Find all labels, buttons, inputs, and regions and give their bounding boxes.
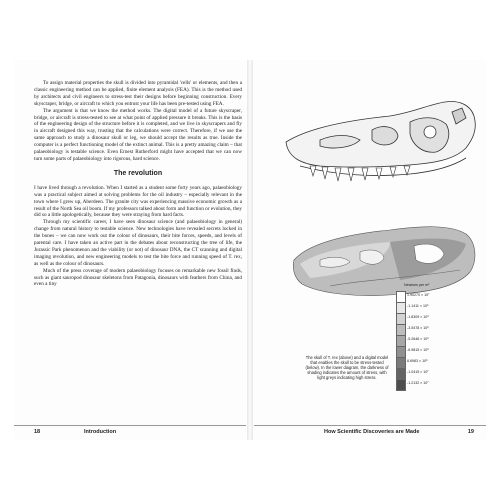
legend-label: -5.2646 × 10⁶ [407,337,429,341]
paragraph: The argument is that we know the method works. The digital model of a future skyscraper, bridge, or aircraft is stress-tested to see at what point of applied pressure it breaks. This is the basis of the engineering design of the structure before it is completed, and we live in skyscrapers and fly in aircraft designed this way, trusting that the calculations were correct. Therefore, if we use the same approach to study a dinosaur skull or leg, we should accept the results as true. Inside the computer is a perfect functioning model of the extinct animal. This is a pretty amazing claim – that palaeobiology is testable science. Even Ernest Rutherford might have accepted that we can now turn some parts of palaeobiology into rigorous, hard science. [34,107,242,162]
legend-label: -6.9815 × 10⁶ [407,348,429,352]
legend-label: 1.90270 × 10⁷ [407,293,430,297]
legend-label: -1.0415 × 10⁷ [407,370,429,374]
page-number: 18 [34,429,41,435]
legend-row [396,334,486,345]
right-page-footer [254,425,486,436]
legend-row [396,290,486,301]
trex-skull-drawing [280,82,480,192]
legend-label: -1.1411 × 10⁶ [407,304,429,308]
stress-legend [396,283,486,389]
left-page [14,60,246,440]
left-page-text [34,80,242,288]
legend-row [396,323,486,334]
legend-label: -3.5478 × 10⁶ [407,326,429,330]
legend-swatch [396,379,406,391]
legend-row [396,356,486,367]
legend-row [396,345,486,356]
legend-row [396,367,486,378]
paragraph: To assign material properties the skull is divided into pyramidal 'cells' or elements, and then a classic engineering method can be applied, finite element analysis (FEA). This is the method used by architects and civil engineers to stress-test their designs before beginning construction. Every skyscraper, bridge, or aircraft to which you entrust your life has been pre-tested using FEA. [34,80,242,107]
paragraph: I have lived through a revolution. When I started as a student some forty years ago, palaeobiology was a practical subject aimed at solving problems for the oil industry – especially relevant in the town where I grew up, Aberdeen. The granite city was experiencing massive economic growth as a result of the North Sea oil boom. If my professors talked about form and function or evolution, they did so a little apologetically, because they were straying from hard facts. [34,184,242,219]
legend-row [396,378,486,389]
page-number: 19 [467,429,474,435]
legend-label: -1.2132 × 10⁷ [407,381,429,385]
legend-row [396,301,486,312]
left-page-footer [14,425,246,436]
paragraph: Through my scientific career, I have seen dinosaur science (and palaeobiology in general) change from natural history to testable science. New technologies have revealed secrets locked in the bones – we can now work out the colour of dinosaurs, their bite forces, speeds, and levels of parental care. I have taken an active part in the debates about reconstructing the tree of life, the Jurassic Park phenomenon and the viability (or not) of dinosaur DNA, the CT scanning and digital imaging revolution, and new engineering models to test the bite force and running speed of T. rex, as well as the colour of dinosaurs. [34,219,242,267]
legend-label: -1.8309 × 10⁶ [407,315,429,319]
legend-label: 8.6983 × 10⁶ [407,359,428,363]
legend-title: Newtons per m² [404,283,430,287]
legend-row [396,312,486,323]
running-head: How Scientific Discoveries are Made [324,429,420,435]
running-head: Introduction [84,429,117,435]
book-gutter [247,60,253,440]
paragraph: Much of the press coverage of modern palaeobiology focuses on remarkable new fossil finds, such as giant sauropod dinosaur skeletons from Patagonia, dinosaurs with feathers from China, and even a tiny [34,267,242,288]
section-heading: The revolution [113,169,163,177]
figure-caption: The skull of T. rex (above) and a digital model that enables the skull to be stress-tested (below). In the lower diagram, the darkness of shading indicates the amount of stress, with light greys indicating high stress. [305,355,389,381]
right-page [254,60,486,440]
